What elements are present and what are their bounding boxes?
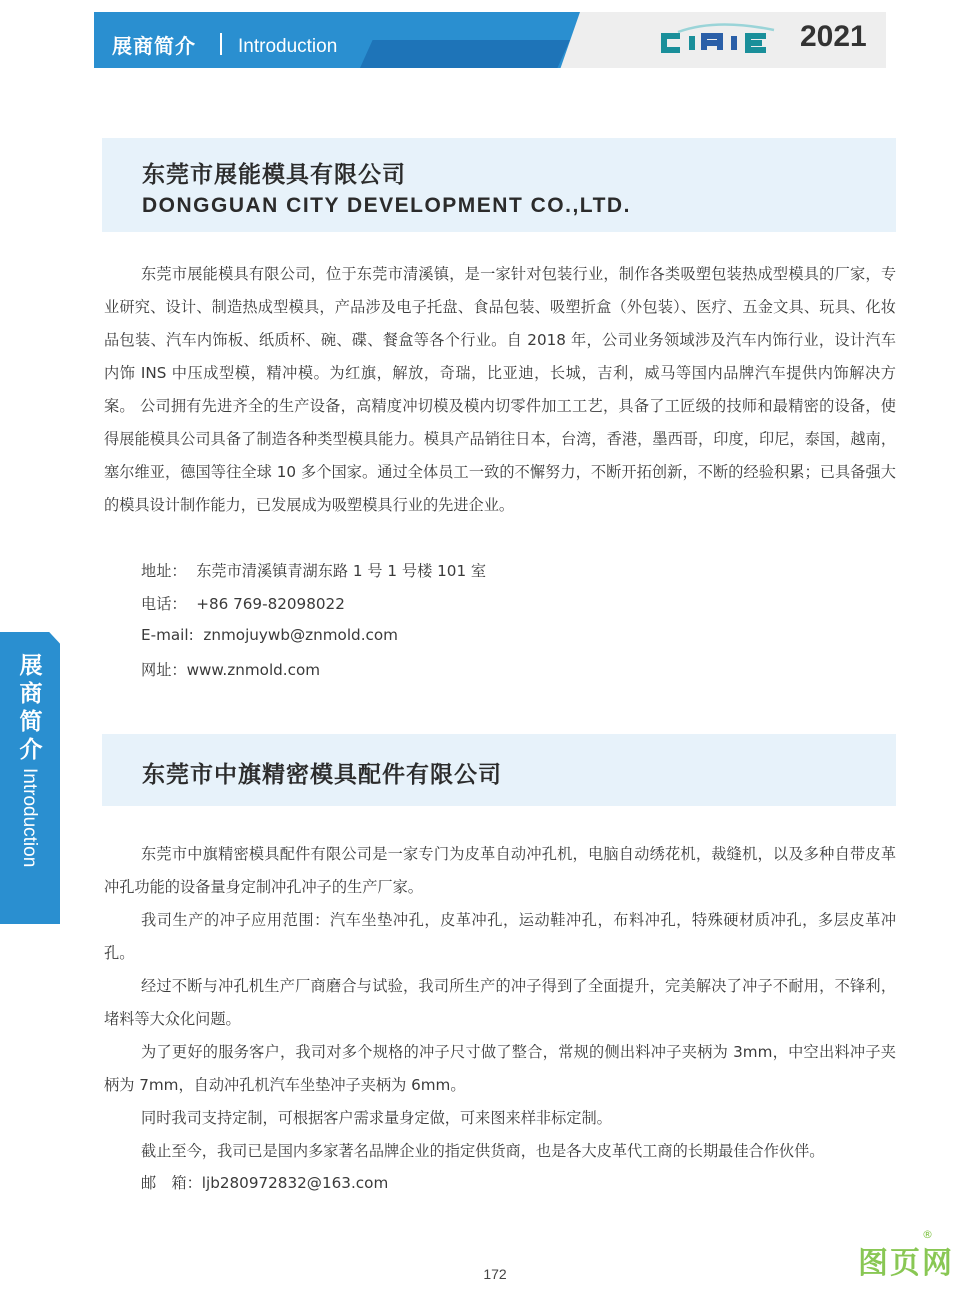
company1-paragraph: 东莞市展能模具有限公司，位于东莞市清溪镇，是一家针对包装行业，制作各类吸塑包装热成型模具的厂家，专业研究、设计、制造热成型模具，产品涉及电子托盘、食品包装、吸塑折盒（外包装）、医疗、五金文具、玩具、化妆品包装、汽车内饰板、纸质杯、碗、碟、餐盒等各个行业。自 2018 年，公司业务领域涉及汽车内饰行业，设计汽车内饰 INS 中压成型模，精冲模。为红旗，解放，奇瑞，比亚迪，长城，吉利，威马等国内品牌汽车提供内饰解决方案。 公司拥有先进齐全的生产设备，高精度冲切模及模内切零件加工工艺，具备了工匠级的技师和最精密的设备，使得展能模具公司具备了制造各种类型模具能力。模具产品销往日本，台湾，香港，墨西哥，印度，印尼，泰国，越南，塞尔维亚，德国等往全球 10 多个国家。通过全体员工一致的不懈努力，不断开拓创新，不断的经验积累；已具备强大的模具设计制作能力，已发展成为吸塑模具行业的先进企业。 xyxy=(104,265,896,514)
company2-paragraph: 截止至今，我司已是国内多家著名品牌企业的指定供货商，也是各大皮革代工商的长期最佳合作伙伴。 xyxy=(141,1142,825,1160)
company2-paragraph: 同时我司支持定制，可根据客户需求量身定做，可来图来样非标定制。 xyxy=(141,1109,612,1127)
header-accent-stripe xyxy=(360,40,570,68)
email-value[interactable]: znmojuywb@znmold.com xyxy=(203,626,398,644)
company2-description xyxy=(104,838,896,1168)
header-title: 展商简介 xyxy=(112,34,196,58)
logo-year: 2021 xyxy=(800,20,867,53)
email-label: E-mail: xyxy=(141,626,194,644)
company2-paragraph: 为了更好的服务客户，我司对多个规格的冲子尺寸做了整合，常规的侧出料冲子夹柄为 3mm，中空出料冲子夹柄为 7mm，自动冲孔机汽车坐垫冲子夹柄为 6mm。 xyxy=(104,1043,896,1094)
address-value: 东莞市清溪镇青湖东路 1 号 1 号楼 101 室 xyxy=(196,562,487,580)
registered-mark: ® xyxy=(922,1228,933,1241)
website-label: 网址： xyxy=(141,661,187,679)
phone-label: 电话： xyxy=(141,595,187,613)
email-label: 邮 箱： xyxy=(141,1174,202,1192)
company2-paragraph: 我司生产的冲子应用范围：汽车坐垫冲孔，皮革冲孔，运动鞋冲孔，布料冲孔，特殊硬材质冲孔，多层皮革冲孔。 xyxy=(104,911,896,962)
watermark: 图页网 xyxy=(858,1246,954,1281)
header-subtitle: Introduction xyxy=(238,36,338,57)
email-value[interactable]: ljb280972832@163.com xyxy=(201,1174,389,1192)
header-divider xyxy=(220,33,222,55)
company1-name-en: DONGGUAN CITY DEVELOPMENT CO.,LTD. xyxy=(142,194,631,217)
company1-phone xyxy=(141,593,345,614)
company2-email xyxy=(141,1172,388,1193)
ciaie-logo xyxy=(656,22,798,56)
side-tab-subtitle: Introduction xyxy=(19,768,40,868)
company1-name: 东莞市展能模具有限公司 xyxy=(142,162,406,188)
company1-address xyxy=(141,560,486,581)
side-tab-title: 展商简介 xyxy=(19,653,43,763)
company1-website xyxy=(141,659,320,680)
website-link[interactable]: www.znmold.com xyxy=(186,661,321,679)
address-label: 地址： xyxy=(141,562,187,580)
company1-email xyxy=(141,626,398,644)
company2-name: 东莞市中旗精密模具配件有限公司 xyxy=(142,762,502,788)
company1-description xyxy=(104,258,896,522)
company2-paragraph: 东莞市中旗精密模具配件有限公司是一家专门为皮革自动冲孔机，电脑自动绣花机，裁缝机，以及多种自带皮革冲孔功能的设备量身定制冲孔冲子的生产厂家。 xyxy=(104,845,896,896)
company2-paragraph: 经过不断与冲孔机生产厂商磨合与试验，我司所生产的冲子得到了全面提升，完美解决了冲子不耐用，不锋利，堵料等大众化问题。 xyxy=(104,977,896,1028)
phone-value: +86 769-82098022 xyxy=(196,595,345,613)
page-number: 172 xyxy=(483,1266,507,1282)
